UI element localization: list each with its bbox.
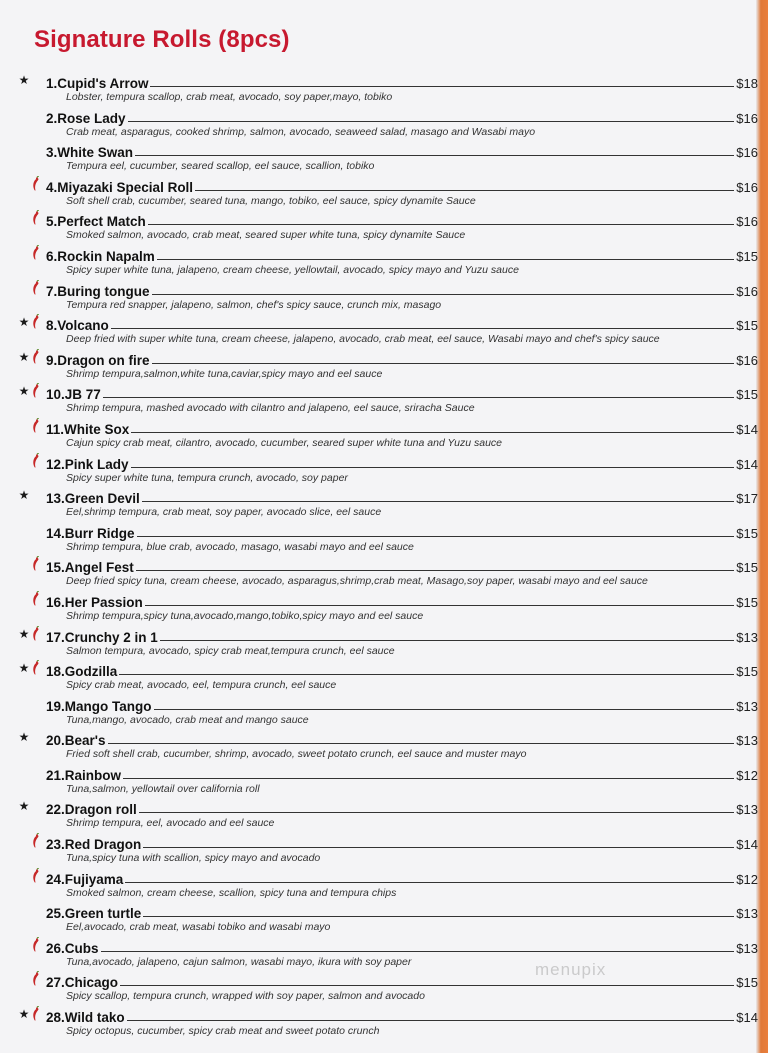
menu-item [0,278,768,313]
leader-line [136,570,735,571]
item-row [46,765,758,783]
menu-item [0,658,768,693]
item-row [46,1007,758,1025]
item-row [46,211,758,229]
item-description: Eel,avocado, crab meat, wasabi tobiko and wasabi mayo [66,921,331,934]
leader-line [119,674,734,675]
chili-pepper-icon [31,418,41,434]
item-row [46,799,758,817]
item-name: 18.Godzilla [46,664,118,680]
item-name: 9.Dragon on fire [46,352,150,368]
item-row [46,661,758,679]
item-price: $15 [736,248,758,264]
item-price: $14 [736,456,758,472]
item-description: Salmon tempura, avocado, spicy crab meat,tempura crunch, eel sauce [66,644,395,657]
item-price: $15 [736,318,758,334]
item-name: 28.Wild tako [46,1010,125,1026]
chili-pepper-icon [31,383,41,399]
item-row [46,938,758,956]
watermark: menupix [535,960,607,979]
item-name: 24.Fujiyama [46,871,124,887]
item-price: $13 [736,906,758,922]
chili-pepper-icon [31,971,41,987]
item-price: $16 [736,352,758,368]
item-name: 20.Bear's [46,733,106,749]
chili-pepper-icon [31,245,41,261]
leader-line [148,224,735,225]
item-description: Eel,shrimp tempura, crab meat, soy paper, avocado slice, eel sauce [66,506,382,519]
leader-line [154,709,735,710]
item-row [46,73,758,91]
leader-line [135,155,734,156]
item-name: 13.Green Devil [46,491,140,507]
item-row [46,142,758,160]
item-description: Shrimp tempura,spicy tuna,avocado,mango,tobiko,spicy mayo and eel sauce [66,609,424,622]
item-name: 25.Green turtle [46,906,142,922]
leader-line [152,363,735,364]
item-name: 15.Angel Fest [46,560,134,576]
item-row [46,696,758,714]
item-name: 1.Cupid's Arrow [46,76,149,91]
item-description: Crab meat, asparagus, cooked shrimp, salmon, avocado, seaweed salad, masago and Wasabi mayo [66,125,536,138]
item-description: Lobster, tempura scallop, crab meat, avocado, soy paper,mayo, tobiko [66,91,393,103]
item-row [46,454,758,472]
menu-item [0,762,768,797]
item-description: Tuna,avocado, jalapeno, cajun salmon, wasabi mayo, ikura with soy paper [66,955,412,968]
item-name: 7.Buring tongue [46,283,150,299]
item-row [46,488,758,506]
item-description: Spicy crab meat, avocado, eel, tempura crunch, eel sauce [66,679,337,692]
star-icon: ★ [18,488,30,503]
item-price: $14 [736,837,758,853]
menu-list [0,70,768,1039]
item-description: Cajun spicy crab meat, cilantro, avocado, cucumber, seared super white tuna and Yuzu sauce [66,436,502,449]
item-row [46,384,758,402]
chili-pepper-icon [31,314,41,330]
leader-line [143,847,734,848]
menu-item [0,243,768,278]
item-name: 10.JB 77 [46,387,101,403]
item-price: $15 [736,975,758,991]
menu-item [0,139,768,174]
item-price: $16 [736,145,758,161]
item-row [46,350,758,368]
item-row [46,903,758,921]
leader-line [103,397,735,398]
leader-line [142,501,734,502]
item-price: $17 [736,491,758,507]
leader-line [150,86,734,87]
star-icon: ★ [18,1007,30,1022]
chili-pepper-icon [31,280,41,296]
item-description: Spicy scallop, tempura crunch, wrapped with soy paper, salmon and avocado [66,990,425,1003]
chili-pepper-icon [31,453,41,469]
menu-item [0,520,768,555]
leader-line [101,951,735,952]
leader-line [195,190,734,191]
item-name: 12.Pink Lady [46,456,129,472]
item-name: 6.Rockin Napalm [46,248,155,264]
item-row [46,834,758,852]
chili-pepper-icon [31,626,41,642]
leader-line [137,536,735,537]
item-row [46,627,758,645]
menu-item [0,347,768,382]
item-row [46,730,758,748]
leader-line [131,432,734,433]
item-price: $12 [736,871,758,887]
item-row [46,523,758,541]
item-row [46,177,758,195]
leader-line [120,985,734,986]
menu-item [0,693,768,728]
menu-item [0,451,768,486]
leader-line [143,916,734,917]
item-name: 17.Crunchy 2 in 1 [46,629,158,645]
item-name: 16.Her Passion [46,594,143,610]
item-price: $13 [736,698,758,714]
item-price: $16 [736,110,758,126]
item-row [46,315,758,333]
chili-pepper-icon [31,660,41,676]
item-row [46,972,758,990]
item-name: 21.Rainbow [46,767,122,783]
item-row [46,281,758,299]
menu-item [0,485,768,520]
menu-item [0,900,768,935]
menu-title: Signature Rolls (8pcs) [34,26,290,53]
chili-pepper-icon [31,349,41,365]
menu-item [0,105,768,140]
item-name: 8.Volcano [46,318,109,334]
item-description: Soft shell crab, cucumber, seared tuna, mango, tobiko, eel sauce, spicy dynamite Sauce [66,194,476,207]
item-name: 26.Cubs [46,940,99,956]
item-name: 27.Chicago [46,975,119,991]
item-name: 4.Miyazaki Special Roll [46,179,194,195]
star-icon: ★ [18,730,30,745]
item-description: Shrimp tempura, mashed avocado with cilantro and jalapeno, eel sauce, sriracha Sauce [66,402,475,415]
item-price: $13 [736,802,758,818]
menu-item [0,208,768,243]
item-description: Tempura red snapper, jalapeno, salmon, chef's spicy sauce, crunch mix, masago [66,298,442,311]
menu-item [0,831,768,866]
item-price: $15 [736,387,758,403]
item-name: 2.Rose Lady [46,110,126,126]
chili-pepper-icon [31,937,41,953]
item-row [46,557,758,575]
leader-line [152,294,735,295]
leader-line [127,1020,735,1021]
chili-pepper-icon [31,591,41,607]
item-row [46,592,758,610]
item-price: $12 [736,767,758,783]
chili-pepper-icon [31,210,41,226]
menu-item [0,554,768,589]
menu-item [0,1004,768,1039]
star-icon: ★ [18,315,30,330]
menu-item [0,589,768,624]
menu-item [0,935,768,970]
item-description: Spicy super white tuna, jalapeno, cream cheese, yellowtail, avocado, spicy mayo and Yuzu sauce [66,263,519,276]
item-row [46,108,758,126]
item-description: Fried soft shell crab, cucumber, shrimp, avocado, sweet potato crunch, eel sauce and muster mayo [66,748,527,761]
star-icon: ★ [18,626,30,641]
leader-line [128,121,735,122]
item-row [46,246,758,264]
star-icon: ★ [18,384,30,399]
leader-line [108,743,735,744]
chili-pepper-icon [31,868,41,884]
leader-line [125,882,734,883]
item-price: $15 [736,664,758,680]
star-icon: ★ [18,349,30,364]
leader-line [160,640,735,641]
item-price: $16 [736,283,758,299]
item-description: Shrimp tempura, blue crab, avocado, masago, wasabi mayo and eel sauce [66,540,414,553]
item-name: 23.Red Dragon [46,837,142,853]
leader-line [123,778,734,779]
item-price: $13 [736,733,758,749]
chili-pepper-icon [31,176,41,192]
item-description: Tuna,mango, avocado, crab meat and mango sauce [66,713,309,726]
item-description: Tempura eel, cucumber, seared scallop, eel sauce, scallion, tobiko [66,160,375,173]
menu-item [0,70,768,105]
item-description: Shrimp tempura, eel, avocado and eel sauce [66,817,275,830]
menu-item [0,416,768,451]
item-price: $16 [736,179,758,195]
chili-pepper-icon [31,833,41,849]
item-row [46,869,758,887]
chili-pepper-icon [31,1006,41,1022]
item-price: $14 [736,1010,758,1026]
menu-item [0,381,768,416]
item-description: Spicy super white tuna, tempura crunch, avocado, soy paper [66,471,348,484]
item-name: 5.Perfect Match [46,214,146,230]
item-price: $16 [736,214,758,230]
menu-item [0,727,768,762]
menu-item [0,969,768,1004]
leader-line [145,605,734,606]
menu-item [0,866,768,901]
item-description: Deep fried with super white tuna, cream cheese, jalapeno, avocado, crab meat, eel sauce, Wasabi mayo and chef's spicy sauce [66,333,660,346]
item-description: Tuna,spicy tuna with scallion, spicy mayo and avocado [66,852,321,865]
item-description: Deep fried spicy tuna, cream cheese, avocado, asparagus,shrimp,crab meat, Masago,soy paper, wasabi mayo and eel sauce [66,575,648,588]
item-price: $13 [736,940,758,956]
star-icon: ★ [18,73,30,87]
item-price: $18 [736,76,758,91]
leader-line [139,812,735,813]
menu-item [0,624,768,659]
leader-line [131,467,735,468]
item-name: 3.White Swan [46,145,134,161]
item-row [46,419,758,437]
star-icon: ★ [18,799,30,814]
item-description: Spicy octopus, cucumber, spicy crab meat and sweet potato crunch [66,1025,380,1038]
item-price: $14 [736,421,758,437]
item-price: $15 [736,594,758,610]
item-name: 11.White Sox [46,421,130,437]
leader-line [157,259,735,260]
menu-item [0,796,768,831]
item-description: Smoked salmon, cream cheese, scallion, spicy tuna and tempura chips [66,886,397,899]
star-icon: ★ [18,661,30,676]
item-name: 19.Mango Tango [46,698,152,714]
item-price: $15 [736,560,758,576]
item-name: 14.Burr Ridge [46,525,135,541]
chili-pepper-icon [31,556,41,572]
menu-item [0,174,768,209]
item-description: Tuna,salmon, yellowtail over california roll [66,782,260,795]
menu-item [0,312,768,347]
item-description: Shrimp tempura,salmon,white tuna,caviar,spicy mayo and eel sauce [66,367,383,380]
leader-line [111,328,735,329]
item-price: $13 [736,629,758,645]
item-name: 22.Dragon roll [46,802,137,818]
item-description: Smoked salmon, avocado, crab meat, seared super white tuna, spicy dynamite Sauce [66,229,466,242]
item-price: $15 [736,525,758,541]
